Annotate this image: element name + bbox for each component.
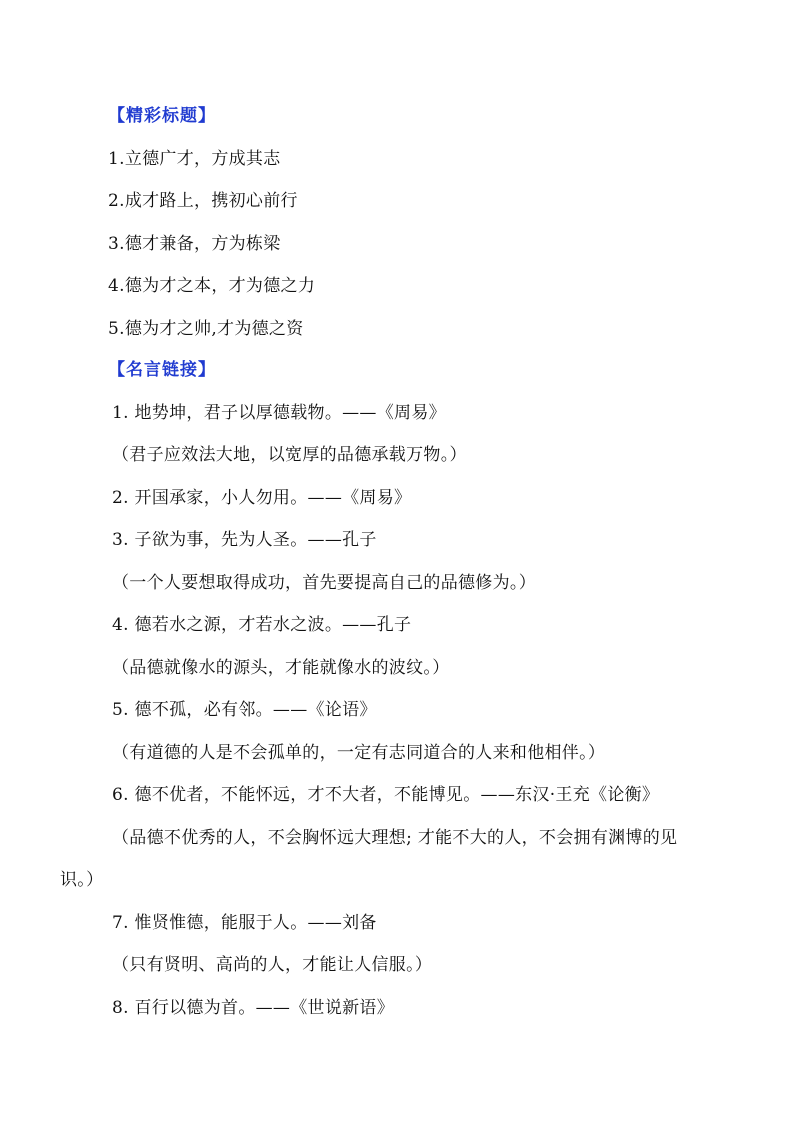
title-item-5: 5.德为才之帅,才为德之资	[108, 319, 304, 339]
quote-5-explanation: （有道德的人是不会孤单的，一定有志同道合的人来和他相伴。）	[112, 743, 606, 763]
quote-1: 1. 地势坤，君子以厚德载物。——《周易》	[112, 403, 446, 423]
quote-4: 4. 德若水之源，才若水之波。——孔子	[112, 615, 412, 635]
quote-3: 3. 子欲为事，先为人圣。——孔子	[112, 530, 377, 550]
quote-7: 7. 惟贤惟德，能服于人。——刘备	[112, 913, 377, 933]
quote-7-explanation: （只有贤明、高尚的人，才能让人信服。）	[112, 955, 433, 975]
quote-3-explanation: （一个人要想取得成功，首先要提高自己的品德修为。）	[112, 573, 536, 593]
quote-5: 5. 德不孤，必有邻。——《论语》	[112, 700, 377, 720]
quote-2: 2. 开国承家，小人勿用。——《周易》	[112, 488, 412, 508]
title-item-2: 2.成才路上，携初心前行	[108, 191, 298, 211]
quote-1-explanation: （君子应效法大地，以宽厚的品德承载万物。）	[112, 445, 467, 465]
section-heading-titles: 【精彩标题】	[108, 106, 216, 126]
quote-4-explanation: （品德就像水的源头，才能就像水的波纹。）	[112, 658, 450, 678]
title-item-4: 4.德为才之本，才为德之力	[108, 276, 316, 296]
quote-6-explanation: （品德不优秀的人，不会胸怀远大理想; 才能不大的人，不会拥有渊博的见	[112, 828, 678, 848]
title-item-1: 1.立德广才，方成其志	[108, 149, 281, 169]
section-heading-quotes: 【名言链接】	[108, 360, 216, 380]
title-item-3: 3.德才兼备，方为栋梁	[108, 234, 281, 254]
quote-6-explanation-continued: 识。）	[60, 870, 104, 890]
quote-6: 6. 德不优者，不能怀远，才不大者，不能博见。——东汉·王充《论衡》	[112, 785, 660, 805]
quote-8: 8. 百行以德为首。——《世说新语》	[112, 998, 395, 1018]
